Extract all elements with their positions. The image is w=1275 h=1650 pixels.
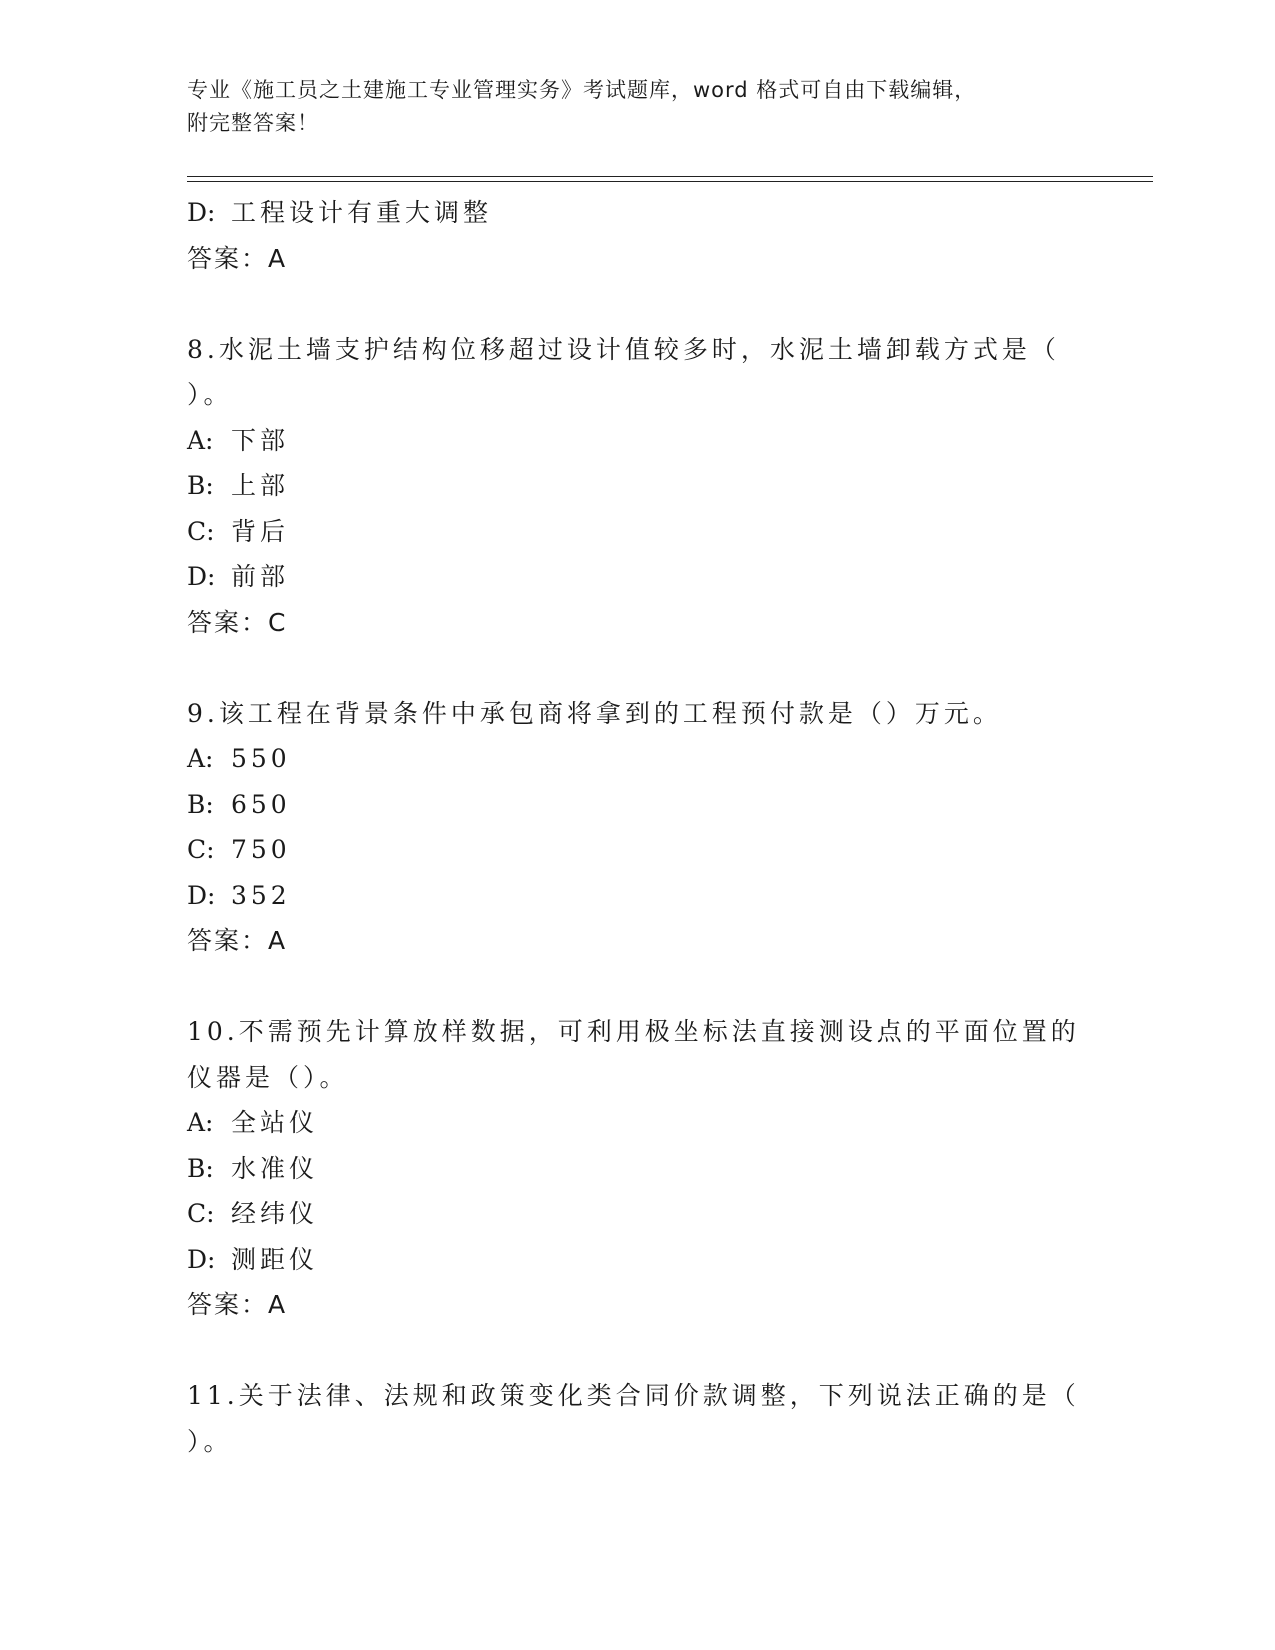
option-text: 550 <box>231 744 291 773</box>
question-8 <box>187 327 1087 646</box>
option-text: 650 <box>231 789 291 819</box>
option-a <box>187 736 1087 782</box>
option-d <box>187 554 1087 600</box>
option-key: D: <box>187 1244 216 1274</box>
option-text: 背后 <box>231 516 290 546</box>
option-key: A: <box>187 744 214 773</box>
header-divider <box>187 176 1153 182</box>
option-key: C: <box>187 835 215 864</box>
option-text: 经纬仪 <box>231 1199 319 1228</box>
option-b <box>187 782 1087 828</box>
option-c <box>187 509 1087 555</box>
option-text: 前部 <box>231 562 290 591</box>
option-text: 工程设计有重大调整 <box>231 198 493 227</box>
document-header <box>187 74 1067 140</box>
option-key: D: <box>187 562 216 591</box>
option-key: D: <box>187 198 216 227</box>
option-key: B: <box>187 789 214 819</box>
option-d <box>187 190 1087 236</box>
option-b <box>187 463 1087 509</box>
answer-line: 答案：A <box>187 926 288 955</box>
question-stem: 9.该工程在背景条件中承包商将拿到的工程预付款是（）万元。 <box>187 698 1002 728</box>
option-text: 测距仪 <box>231 1244 319 1274</box>
option-a <box>187 418 1087 464</box>
option-a <box>187 1100 1087 1146</box>
document-page <box>187 0 1107 1650</box>
option-key: B: <box>187 471 214 500</box>
option-text: 352 <box>231 880 291 910</box>
option-key: C: <box>187 516 215 546</box>
header-line-1: 专业《施工员之土建施工专业管理实务》考试题库，word 格式可自由下载编辑， <box>187 78 977 102</box>
option-c <box>187 1191 1087 1237</box>
option-c <box>187 827 1087 873</box>
option-text: 上部 <box>231 471 290 500</box>
option-text: 水准仪 <box>231 1153 319 1183</box>
question-9 <box>187 691 1087 964</box>
option-text: 下部 <box>231 425 290 455</box>
option-text: 750 <box>231 835 291 864</box>
question-stem: 10.不需预先计算放样数据，可利用极坐标法直接测设点的平面位置的 <box>187 1017 1080 1046</box>
answer-line: 答案：A <box>187 243 288 273</box>
question-list <box>187 190 1087 1464</box>
answer-line: 答案：C <box>187 607 288 637</box>
option-key: D: <box>187 880 216 910</box>
answer-line: 答案：A <box>187 1290 288 1319</box>
question-stem: 8.水泥土墙支护结构位移超过设计值较多时，水泥土墙卸载方式是（ <box>187 334 1060 364</box>
header-line-2: 附完整答案！ <box>187 111 319 135</box>
option-key: A: <box>187 1108 214 1137</box>
option-key: C: <box>187 1199 215 1228</box>
option-d <box>187 1237 1087 1283</box>
option-text: 全站仪 <box>231 1108 319 1137</box>
question-stem-cont: ）。 <box>187 1426 233 1456</box>
option-key: B: <box>187 1153 214 1183</box>
question-10 <box>187 1009 1087 1328</box>
question-stem-cont: ）。 <box>187 380 233 409</box>
question-stem: 11.关于法律、法规和政策变化类合同价款调整，下列说法正确的是（ <box>187 1381 1080 1410</box>
question-stem-cont: 仪器是（）。 <box>187 1062 349 1092</box>
question-11 <box>187 1373 1087 1464</box>
option-d <box>187 873 1087 919</box>
option-b <box>187 1146 1087 1192</box>
option-key: A: <box>187 425 214 455</box>
